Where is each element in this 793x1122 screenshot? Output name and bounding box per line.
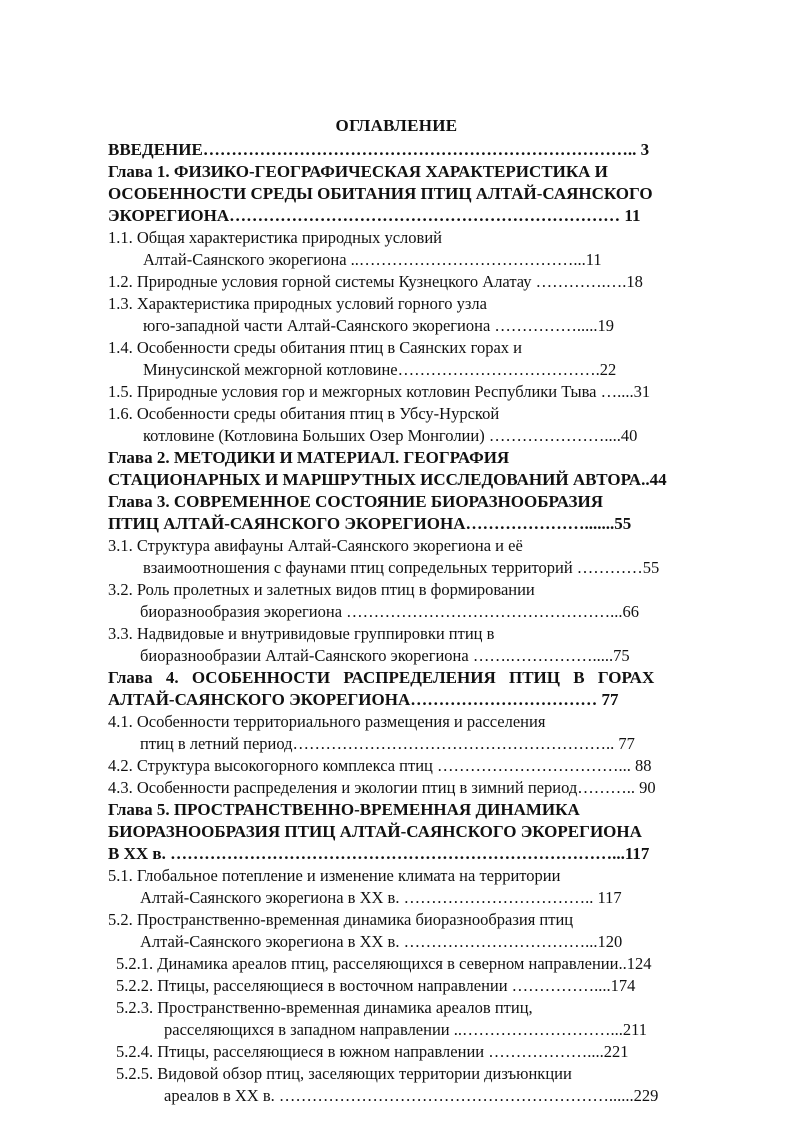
toc-section-1-1 (0, 249, 793, 271)
toc-entry-text: 1.1. Общая характеристика природных условий (108, 228, 442, 247)
toc-subsection-5-2-3 (0, 1019, 793, 1041)
toc-entry-text: В ХХ в. ……………………………………………………………………...117 (108, 844, 650, 863)
toc-entry-text: биоразнообразия экорегиона …………………………………………...66 (140, 602, 640, 621)
toc-section-3-3 (0, 623, 793, 645)
toc-section-1-2 (0, 271, 793, 293)
toc-section-1-4 (0, 359, 793, 381)
toc-entry-introduction (0, 139, 793, 161)
toc-chapter-1-heading (0, 205, 793, 227)
toc-subsection-5-2-5 (0, 1063, 793, 1085)
toc-chapter-2-heading (0, 447, 793, 469)
toc-entry-text: 5.2.2. Птицы, расселяющиеся в восточном направлении ……………....174 (116, 976, 636, 995)
toc-entry-text: 5.2.5. Видовой обзор птиц, заселяющих территории дизъюнкции (116, 1064, 572, 1083)
toc-section-5-2 (0, 909, 793, 931)
toc-chapter-1-heading (0, 183, 793, 205)
toc-entry-text: 1.5. Природные условия гор и межгорных котловин Республики Тыва …....31 (108, 382, 651, 401)
toc-section-1-5 (0, 381, 793, 403)
toc-section-5-1 (0, 865, 793, 887)
toc-section-4-2 (0, 755, 793, 777)
toc-entry-text: ареалов в ХХ в. ……………………………………………………......229 (164, 1086, 659, 1105)
toc-section-1-1 (0, 227, 793, 249)
toc-entry-text: юго-западной части Алтай-Саянского экорегиона …………….....19 (143, 316, 615, 335)
toc-subsection-5-2-2 (0, 975, 793, 997)
toc-entry-text: Алтай-Саянского экорегиона в ХХ в. ……………………………...120 (140, 932, 623, 951)
toc-subsection-5-2-4 (0, 1041, 793, 1063)
toc-entry-text: взаимоотношения с фаунами птиц сопредельных территорий …………55 (143, 558, 660, 577)
toc-entry-text: Глава 3. СОВРЕМЕННОЕ СОСТОЯНИЕ БИОРАЗНООБРАЗИЯ (108, 492, 604, 511)
toc-chapter-4-heading (0, 689, 793, 711)
toc-chapter-3-heading (0, 491, 793, 513)
toc-entry-text: ЭКОРЕГИОНА…………………………………………………………… 11 (108, 206, 641, 225)
toc-entry-text: Глава 1. ФИЗИКО-ГЕОГРАФИЧЕСКАЯ ХАРАКТЕРИСТИКА И (108, 162, 608, 181)
toc-entry-text: 1.3. Характеристика природных условий горного узла (108, 294, 487, 313)
toc-chapter-5-heading (0, 799, 793, 821)
toc-section-4-3 (0, 777, 793, 799)
toc-section-1-6 (0, 425, 793, 447)
toc-entry-text: 3.2. Роль пролетных и залетных видов птиц в формировании (108, 580, 535, 599)
toc-section-1-3 (0, 315, 793, 337)
toc-section-3-2 (0, 579, 793, 601)
toc-entry-text: биоразнообразии Алтай-Саянского экорегиона …….…………….....75 (140, 646, 630, 665)
toc-entry-text: АЛТАЙ-САЯНСКОГО ЭКОРЕГИОНА…………………………… 77 (108, 690, 619, 709)
page-title: ОГЛАВЛЕНИЕ (335, 116, 458, 135)
toc-entry-text: БИОРАЗНООБРАЗИЯ ПТИЦ АЛТАЙ-САЯНСКОГО ЭКОРЕГИОНА (108, 822, 642, 841)
toc-entry-text: ОСОБЕННОСТИ СРЕДЫ ОБИТАНИЯ ПТИЦ АЛТАЙ-САЯНСКОГО (108, 184, 653, 203)
toc-entry-text: расселяющихся в западном направлении ..………………………...211 (164, 1020, 648, 1039)
toc-entry-text: ВВЕДЕНИЕ………………………………………………………………….. 3 (108, 140, 650, 159)
toc-entry-text: Алтай-Саянского экорегиона ..…………………………………...11 (143, 250, 602, 269)
toc-entry-text: 1.6. Особенности среды обитания птиц в Убсу-Нурской (108, 404, 500, 423)
toc-entry-text: котловине (Котловина Больших Озер Монголии) …………………....40 (143, 426, 638, 445)
toc-section-4-1 (0, 733, 793, 755)
toc-section-3-1 (0, 557, 793, 579)
toc-subsection-5-2-5 (0, 1085, 793, 1107)
toc-entry-text: 1.2. Природные условия горной системы Кузнецкого Алатау ………….….18 (108, 272, 643, 291)
toc-section-3-3 (0, 645, 793, 667)
toc-section-5-1 (0, 887, 793, 909)
toc-entry-text: 4.1. Особенности территориального размещения и расселения (108, 712, 546, 731)
toc-section-3-1 (0, 535, 793, 557)
toc-entry-text: 1.4. Особенности среды обитания птиц в Саянских горах и (108, 338, 522, 357)
toc-entry-text: Глава 4. ОСОБЕННОСТИ РАСПРЕДЕЛЕНИЯ ПТИЦ В ГОРАХ (108, 668, 655, 687)
toc-chapter-5-heading (0, 843, 793, 865)
toc-entry-text: ПТИЦ АЛТАЙ-САЯНСКОГО ЭКОРЕГИОНА………………….......55 (108, 514, 632, 533)
toc-entry-text: 5.2.3. Пространственно-временная динамика ареалов птиц, (116, 998, 533, 1017)
toc-section-5-2 (0, 931, 793, 953)
toc-chapter-4-heading (0, 667, 793, 689)
toc-entry-text: Глава 5. ПРОСТРАНСТВЕННО-ВРЕМЕННАЯ ДИНАМИКА (108, 800, 580, 819)
toc-entry-text: 5.2.4. Птицы, расселяющиеся в южном направлении ………………....221 (116, 1042, 629, 1061)
toc-entry-text: Алтай-Саянского экорегиона в ХХ в. …………………………….. 117 (140, 888, 622, 907)
toc-section-1-3 (0, 293, 793, 315)
toc-chapter-5-heading (0, 821, 793, 843)
toc-chapter-2-heading (0, 469, 793, 491)
toc-entry-text: птиц в летний период………………………………………………….. 77 (140, 734, 635, 753)
toc-section-4-1 (0, 711, 793, 733)
toc-entry-text: Минусинской межгорной котловине……………………………….22 (143, 360, 617, 379)
toc-entry-text: Глава 2. МЕТОДИКИ И МАТЕРИАЛ. ГЕОГРАФИЯ (108, 448, 510, 467)
toc-section-1-6 (0, 403, 793, 425)
toc-subsection-5-2-3 (0, 997, 793, 1019)
toc-chapter-3-heading (0, 513, 793, 535)
toc-entry-text: СТАЦИОНАРНЫХ И МАРШРУТНЫХ ИССЛЕДОВАНИЙ АВТОРА..44 (108, 470, 667, 489)
toc-chapter-1-heading (0, 161, 793, 183)
toc-section-1-4 (0, 337, 793, 359)
toc-entry-text: 5.1. Глобальное потепление и изменение климата на территории (108, 866, 561, 885)
toc-entry-text: 4.2. Структура высокогорного комплекса птиц ……………………………... 88 (108, 756, 652, 775)
toc-section-3-2 (0, 601, 793, 623)
toc-entry-text: 3.3. Надвидовые и внутривидовые группировки птиц в (108, 624, 495, 643)
toc-entry-text: 3.1. Структура авифауны Алтай-Саянского экорегиона и её (108, 536, 523, 555)
toc-entry-text: 5.2.1. Динамика ареалов птиц, расселяющихся в северном направлении..124 (116, 954, 652, 973)
toc-subsection-5-2-1 (0, 953, 793, 975)
toc-entry-text: 4.3. Особенности распределения и экологии птиц в зимний период……….. 90 (108, 778, 656, 797)
toc-entry-text: 5.2. Пространственно-временная динамика биоразнообразия птиц (108, 910, 574, 929)
